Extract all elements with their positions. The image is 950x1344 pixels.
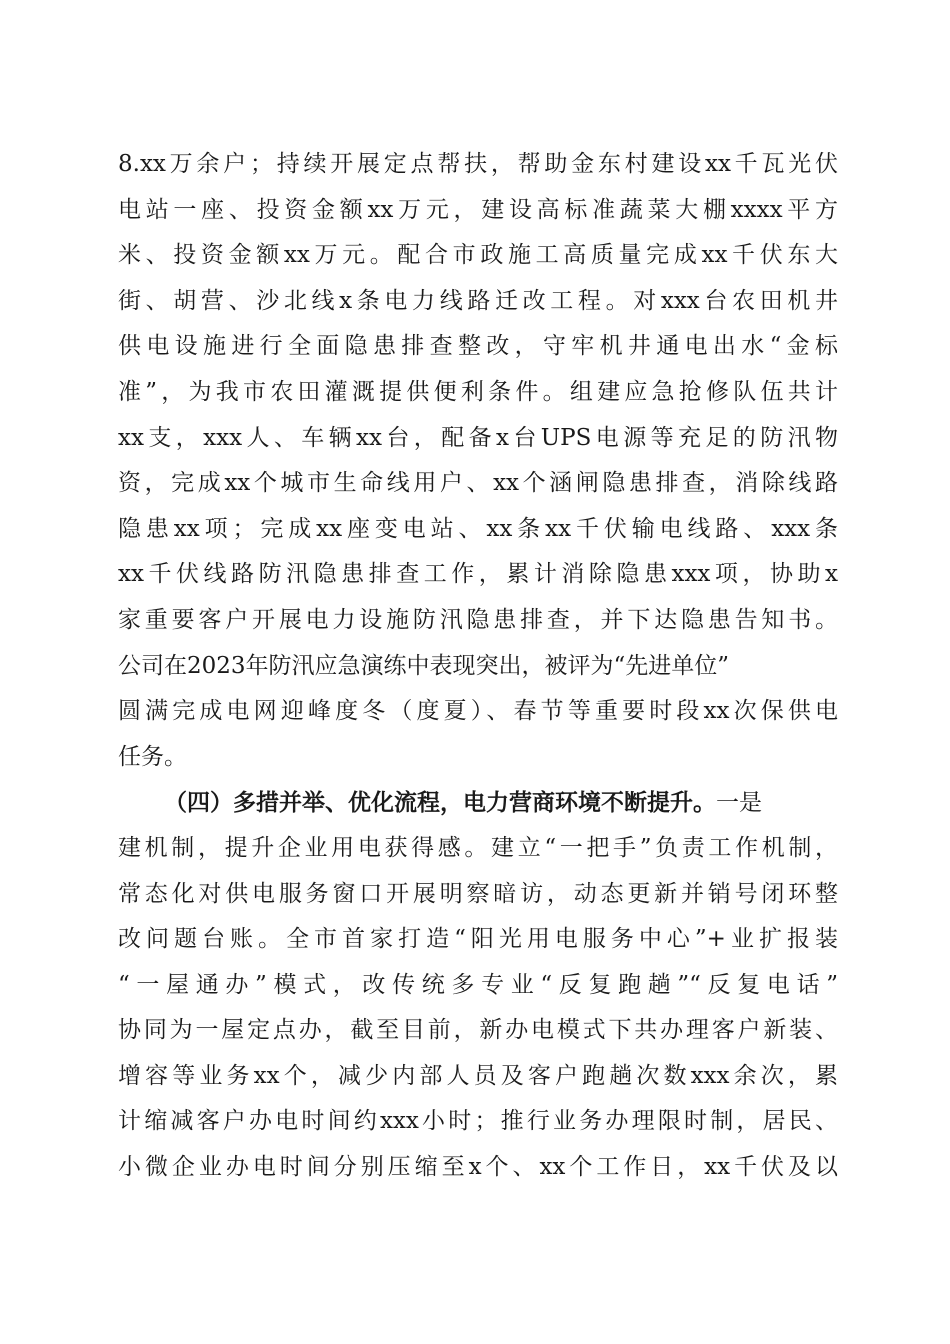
text-line: 协同为一屋定点办，截至目前，新办电模式下共办理客户新装、: [118, 1017, 838, 1044]
text-line: “一屋通办”模式，改传统多专业“反复跑趟”“反复电话”: [118, 971, 838, 998]
body-text: [118, 142, 838, 1191]
text-line: xx千伏线路防汛隐患排查工作，累计消除隐患xxx项，协助x: [118, 561, 838, 588]
text-line: 资，完成xx个城市生命线用户、xx个涵闸隐患排查，消除线路: [118, 470, 838, 497]
text-line: 家重要客户开展电力设施防汛隐患排查，并下达隐患告知书。: [118, 606, 838, 633]
text-line: 圆满完成电网迎峰度冬（度夏）、春节等重要时段xx次保供电: [118, 698, 838, 725]
text-line: 计缩减客户办电时间约xxx小时；推行业务办理限时制，居民、: [118, 1108, 838, 1135]
text-line: 米、投资金额xx万元。配合市政施工高质量完成xx千伏东大: [118, 242, 838, 269]
text-line: 公司在2023年防汛应急演练中表现突出，被评为“先进单位”: [118, 652, 730, 679]
text-line: 增容等业务xx个，减少内部人员及客户跑趟次数xxx余次，累: [118, 1062, 838, 1089]
text-line: 准”，为我市农田灌溉提供便利条件。组建应急抢修队伍共计: [118, 378, 838, 405]
section-heading-line: [118, 780, 838, 826]
text-line: 街、胡营、沙北线x条电力线路迁改工程。对xxx台农田机井: [118, 287, 838, 314]
text-line: 建机制，提升企业用电获得感。建立“一把手”负责工作机制，: [118, 834, 838, 861]
text-line: 8.xx万余户；持续开展定点帮扶，帮助金东村建设xx千瓦光伏: [118, 151, 838, 177]
text-line: 常态化对供电服务窗口开展明察暗访，动态更新并销号闭环整: [118, 880, 838, 907]
text-line: 隐患xx项；完成xx座变电站、xx条xx千伏输电线路、xxx条: [118, 515, 838, 542]
text-line: 供电设施进行全面隐患排查整改，守牢机井通电出水“金标: [118, 333, 838, 360]
section-heading: （四）多措并举、优化流程，电力营商环境不断提升。: [164, 789, 716, 817]
text-line: 任务。: [118, 743, 187, 770]
text-line: xx支，xxx人、车辆xx台，配备x台UPS电源等充足的防汛物: [118, 424, 838, 451]
section-heading-tail: 一是: [716, 790, 762, 817]
text-line: 小微企业办电时间分别压缩至x个、xx个工作日，xx千伏及以: [118, 1154, 838, 1181]
text-line: 电站一座、投资金额xx万元，建设高标准蔬菜大棚xxxx平方: [118, 196, 838, 223]
text-line: 改问题台账。全市首家打造“阳光用电服务中心”+业扩报装: [118, 926, 838, 953]
